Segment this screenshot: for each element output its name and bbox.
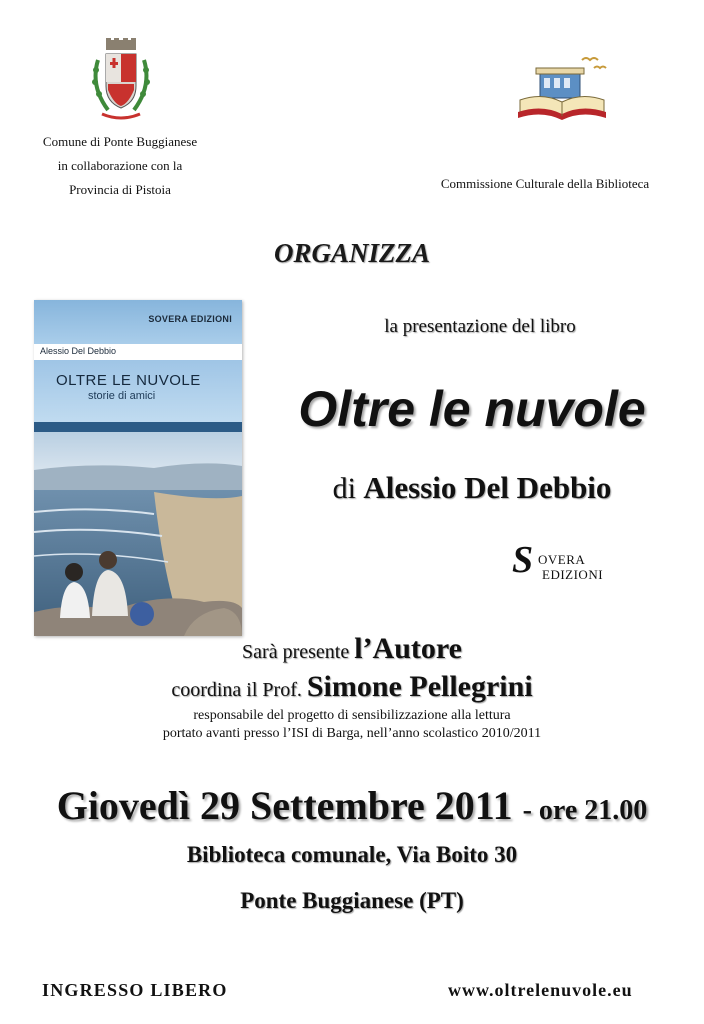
event-date: Giovedì 29 Settembre 2011 bbox=[56, 783, 513, 828]
cover-title-block bbox=[34, 360, 242, 422]
book-cover-image bbox=[34, 300, 242, 636]
coordinator-name: Simone Pellegrini bbox=[306, 670, 533, 703]
logo-letter: S bbox=[512, 539, 534, 581]
author-name: Alessio Del Debbio bbox=[363, 470, 612, 505]
coordinator-line bbox=[0, 670, 704, 704]
cover-title: OLTRE LE NUVOLE bbox=[56, 372, 201, 389]
cover-author: Alessio Del Debbio bbox=[40, 346, 117, 356]
library-commission: Commissione Culturale della Biblioteca bbox=[440, 176, 650, 191]
author-present-line bbox=[0, 632, 704, 666]
event-date-line bbox=[0, 782, 704, 829]
cover-author-band bbox=[34, 344, 242, 360]
province-name: Provincia di Pistoia bbox=[69, 182, 171, 197]
beach-scene-illustration bbox=[34, 432, 242, 636]
book-title: Oltre le nuvole bbox=[298, 381, 646, 437]
organizza-heading: ORGANIZZA bbox=[273, 238, 430, 268]
library-book-icon bbox=[516, 52, 608, 124]
coordina-prefix: coordina il Prof. bbox=[171, 679, 302, 701]
presente-prefix: Sarà presente bbox=[242, 641, 350, 663]
collaboration-text: in collaborazione con la bbox=[57, 158, 183, 173]
presente-highlight: l’Autore bbox=[354, 632, 462, 665]
event-venue: Biblioteca comunale, Via Boito 30 bbox=[186, 842, 518, 867]
logo-line2: EDIZIONI bbox=[542, 567, 604, 582]
cover-publisher: SOVERA EDIZIONI bbox=[148, 314, 232, 324]
municipal-crest-icon bbox=[88, 38, 154, 124]
logo-line1: OVERA bbox=[538, 552, 586, 567]
cover-subtitle: storie di amici bbox=[88, 390, 156, 402]
website-link[interactable]: www.oltrelenuvole.eu bbox=[448, 980, 633, 1000]
cover-strip bbox=[34, 422, 242, 432]
event-city: Ponte Buggianese (PT) bbox=[240, 888, 464, 913]
presentation-intro: la presentazione del libro bbox=[384, 316, 576, 337]
event-time: - ore 21.00 bbox=[522, 795, 648, 826]
sovera-edizioni-logo bbox=[508, 539, 620, 586]
organizer-info bbox=[20, 130, 220, 202]
coordinator-role-line2: portato avanti presso l’ISI di Barga, nell’anno scolastico 2010/2011 bbox=[162, 726, 542, 741]
coordinator-role-line1: responsabile del progetto di sensibilizzazione alla lettura bbox=[193, 708, 511, 723]
municipality-name: Comune di Ponte Buggianese bbox=[42, 134, 198, 149]
author-prefix: di bbox=[332, 472, 356, 505]
author-line bbox=[262, 470, 682, 506]
free-entry-label: INGRESSO LIBERO bbox=[42, 980, 228, 1000]
